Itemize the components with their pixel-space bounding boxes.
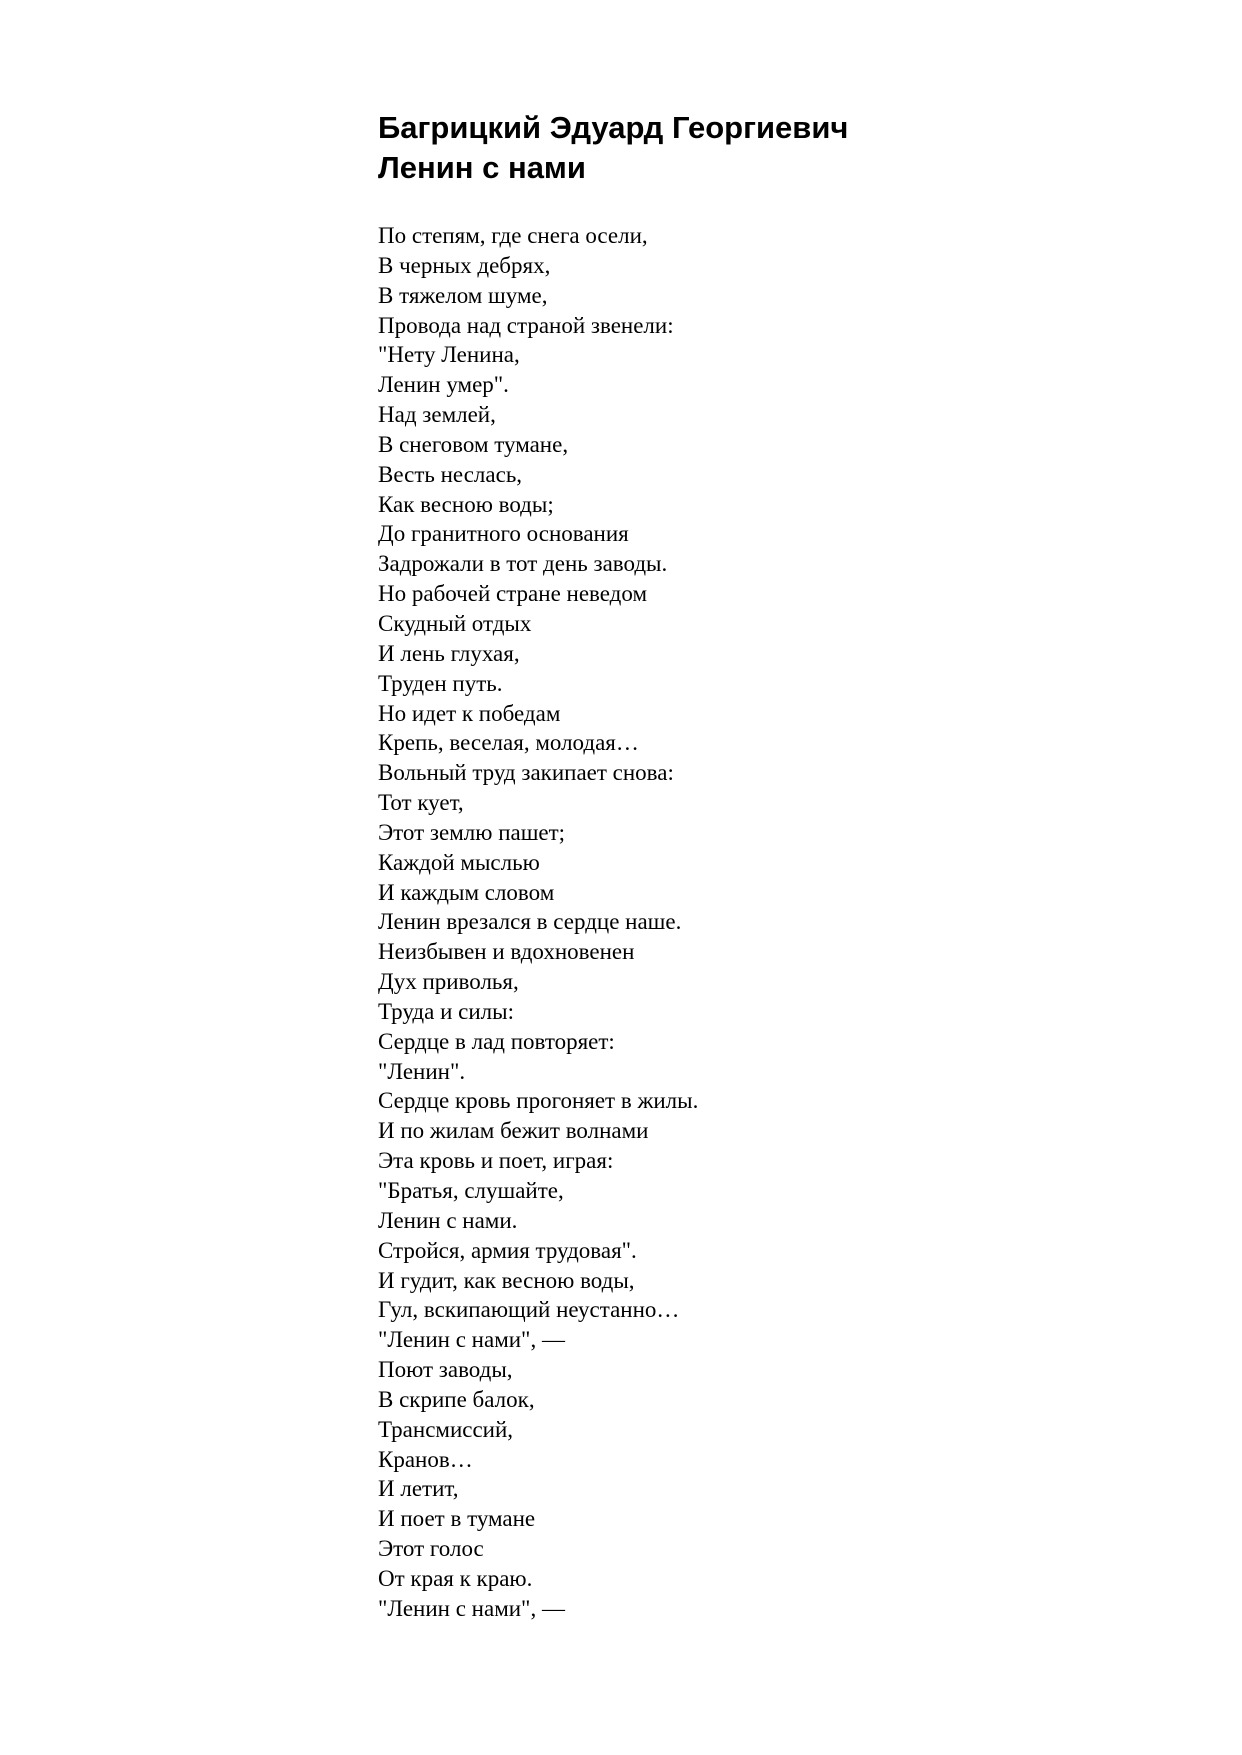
- poem-line: Сердце в лад повторяет:: [378, 1028, 615, 1054]
- poem-line: Тот кует,: [378, 790, 464, 816]
- poem-line: Труден путь.: [378, 670, 503, 696]
- poem-line: "Братья, слушайте,: [378, 1178, 564, 1203]
- poem-line: Ленин с нами.: [378, 1207, 518, 1233]
- poem-line: Дух приволья,: [378, 969, 519, 995]
- poem-line: В скрипе балок,: [378, 1386, 535, 1412]
- poem-title: Ленин с нами: [378, 150, 586, 185]
- poem-line: Весть неслась,: [378, 461, 523, 487]
- poem-line: Гул, вскипающий неустанно…: [378, 1297, 680, 1323]
- poem-line: Этот землю пашет;: [378, 819, 566, 845]
- poem-line: "Ленин с нами", —: [378, 1327, 565, 1353]
- poem-line: Этот голос: [378, 1536, 484, 1562]
- poem-line: "Ленин с нами", —: [378, 1595, 565, 1621]
- poem-line: И поет в тумане: [378, 1506, 536, 1532]
- poem-line: Неизбывен и вдохновенен: [378, 939, 635, 965]
- poem-line: И летит,: [378, 1476, 459, 1502]
- poem-line: В снеговом тумане,: [378, 431, 569, 457]
- poem-line: Над землей,: [378, 402, 496, 428]
- poem-line: Крепь, веселая, молодая…: [378, 730, 639, 756]
- poem-line: Каждой мыслью: [378, 849, 540, 875]
- poem-line: Сердце кровь прогоняет в жилы.: [378, 1088, 699, 1114]
- poem-line: И по жилам бежит волнами: [378, 1118, 649, 1144]
- poem-line: По степям, где снега осели,: [378, 223, 648, 248]
- poem-line: "Ленин".: [378, 1058, 466, 1084]
- poem-line: До гранитного основания: [378, 521, 629, 547]
- poem-line: От края к краю.: [378, 1565, 533, 1591]
- poem-line: Кранов…: [378, 1446, 473, 1472]
- poem-line: В черных дебрях,: [378, 252, 551, 278]
- poem-line: Вольный труд закипает снова:: [378, 760, 674, 786]
- poem-line: Стройся, армия трудовая".: [378, 1237, 637, 1263]
- poem-line: Трансмиссий,: [378, 1416, 514, 1442]
- poem-line: Ленин умер".: [378, 372, 509, 398]
- poem-line: Поют заводы,: [378, 1357, 513, 1383]
- poem-line: Эта кровь и поет, играя:: [378, 1148, 614, 1174]
- poem-line: Задрожали в тот день заводы.: [378, 551, 668, 577]
- poem-line: Как весною воды;: [378, 491, 554, 517]
- poem-line: И каждым словом: [378, 879, 555, 905]
- poem-line: "Нету Ленина,: [378, 342, 520, 368]
- poem-line: И гудит, как весною воды,: [378, 1267, 635, 1293]
- poem-line: И лень глухая,: [378, 640, 520, 666]
- poem-line: В тяжелом шуме,: [378, 282, 548, 308]
- poem-line: Труда и силы:: [378, 998, 514, 1024]
- poem-line: Но рабочей стране неведом: [378, 581, 647, 607]
- author-name: Багрицкий Эдуард Георгиевич: [378, 110, 849, 145]
- poem-line: Провода над страной звенели:: [378, 312, 674, 338]
- poem-line: Но идет к победам: [378, 700, 561, 726]
- poem-line: Скудный отдых: [378, 610, 532, 636]
- poem-body: [378, 221, 698, 1624]
- poem-line: Ленин врезался в сердце наше.: [378, 909, 682, 935]
- document-header: [378, 108, 1178, 188]
